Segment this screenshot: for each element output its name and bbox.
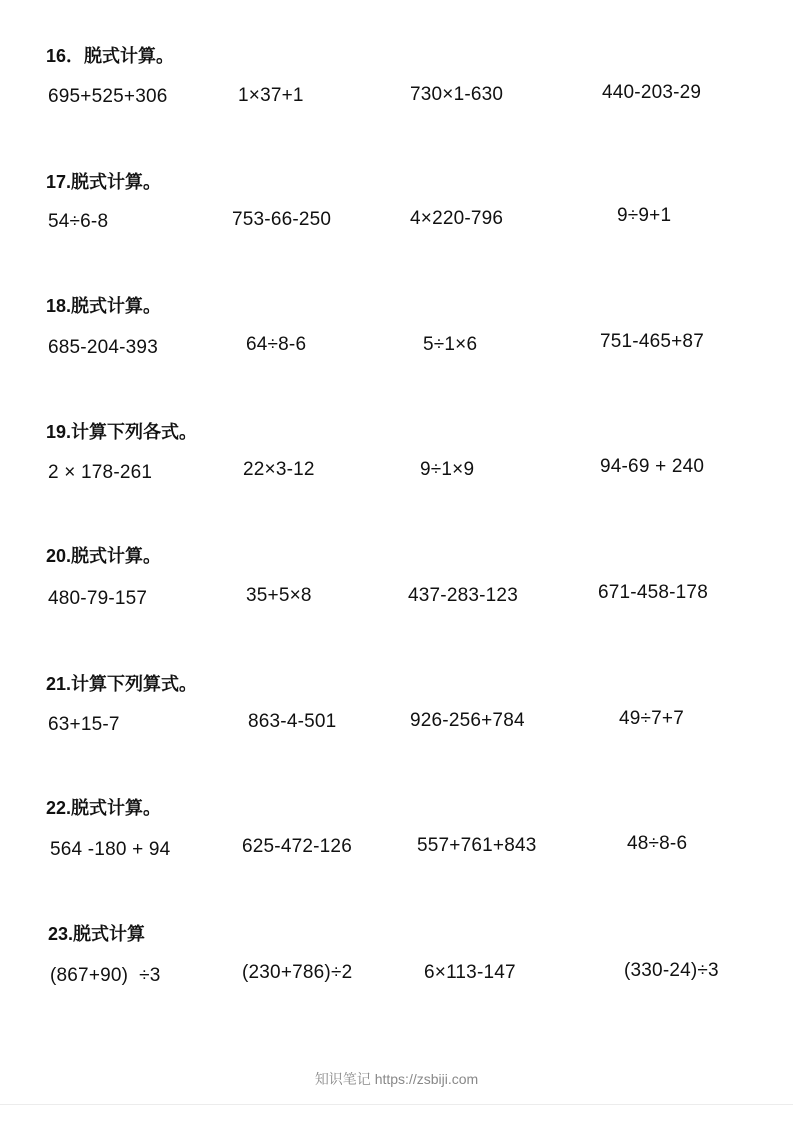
expression: (230+786)÷2 [242, 962, 353, 983]
expression: 695+525+306 [48, 86, 168, 107]
expression: 751-465+87 [600, 331, 704, 352]
expression: 64÷8-6 [246, 334, 307, 355]
expression: 49÷7+7 [619, 708, 684, 729]
problem-heading: 16．脱式计算。 [46, 46, 175, 66]
problem-21 [0, 672, 793, 772]
expression: 730×1-630 [410, 84, 504, 105]
expression: 94-69 + 240 [600, 456, 705, 477]
expression: 557+761+843 [417, 835, 537, 856]
expression: 440-203-29 [602, 82, 702, 103]
problem-heading: 19.计算下列各式。 [46, 422, 198, 442]
problem-20 [0, 544, 793, 644]
expression: 625-472-126 [242, 836, 352, 857]
problem-18 [0, 294, 793, 394]
expression: 5÷1×6 [423, 334, 478, 355]
expression: 564 -180 + 94 [50, 839, 171, 860]
expression: 926-256+784 [410, 710, 525, 731]
expression: 863-4-501 [248, 711, 337, 732]
expression: 4×220-796 [410, 208, 504, 229]
problem-heading: 20.脱式计算。 [46, 546, 162, 566]
expression: 671-458-178 [598, 582, 708, 603]
expression: 9÷9+1 [617, 205, 672, 226]
expression: (330-24)÷3 [624, 960, 719, 981]
problem-heading: 21.计算下列算式。 [46, 674, 198, 694]
expression: 2 × 178-261 [48, 462, 153, 483]
problem-22 [0, 796, 793, 896]
problem-heading: 22.脱式计算。 [46, 798, 162, 818]
problem-heading: 23.脱式计算 [48, 924, 146, 944]
problem-heading: 18.脱式计算。 [46, 296, 162, 316]
problem-17 [0, 170, 793, 270]
expression: 22×3-12 [243, 459, 315, 480]
expression: 35+5×8 [246, 585, 312, 606]
expression: 9÷1×9 [420, 459, 475, 480]
expression: 480-79-157 [48, 588, 148, 609]
problem-16 [0, 44, 793, 144]
bottom-divider [0, 1104, 793, 1105]
expression: 6×113-147 [424, 962, 516, 983]
expression: (867+90) ÷3 [50, 965, 161, 986]
expression: 437-283-123 [408, 585, 518, 606]
expression: 753-66-250 [232, 209, 332, 230]
problem-19 [0, 420, 793, 520]
expression: 54÷6-8 [48, 211, 109, 232]
expression: 63+15-7 [48, 714, 120, 735]
expression: 48÷8-6 [627, 833, 688, 854]
expression: 1×37+1 [238, 85, 304, 106]
expression: 685-204-393 [48, 337, 158, 358]
footer-watermark: 知识笔记 https://zsbiji.com [314, 1071, 479, 1087]
problem-23 [0, 922, 793, 1022]
problem-heading: 17.脱式计算。 [46, 172, 162, 192]
